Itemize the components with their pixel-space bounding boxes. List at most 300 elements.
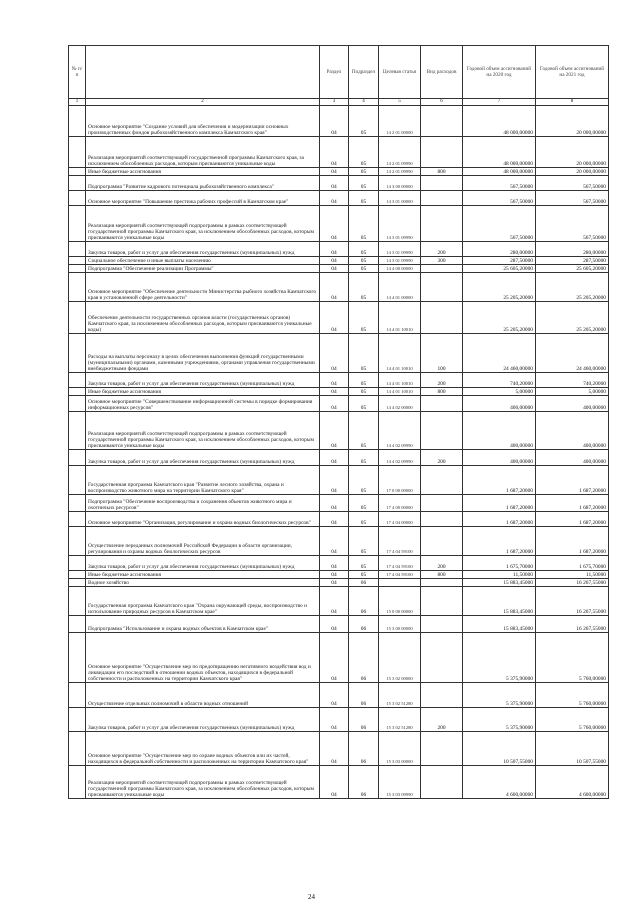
cell-csr: 17 4 04 59100 [379,571,421,579]
cell-csr: 15 3 00 00000 [379,616,421,633]
cell-name: Основное мероприятие "Обеспечение деятельности Министерства рыбного хозяйства Камчатского края в установленной сфере деятельности" [86,273,320,302]
cell-razdel: 04 [320,265,349,273]
cell-sum-2021: 567,50000 [536,176,609,191]
cell-no [69,495,86,512]
cell-no [69,168,86,176]
colnum: 5 [379,99,421,106]
cell-razdel: 04 [320,106,349,137]
cell-name: Закупка товаров, работ и услуг для обеспечения государственных (муниципальных) нужд [86,450,320,466]
cell-sum-2020: 25 605,20000 [463,265,536,273]
table-row [69,412,609,450]
cell-sum-2020: 400,00000 [463,396,536,412]
cell-sum-2020: 11,50000 [463,571,536,579]
cell-razdel: 04 [320,466,349,495]
cell-podrazdel: 05 [349,206,379,242]
cell-vr [421,587,463,616]
cell-no [69,106,86,137]
cell-name: Подпрограмма "Использование и охрана водных объектов в Камчатском крае" [86,616,320,633]
cell-sum-2021: 5 760,00000 [536,708,609,732]
colnum: 8 [536,99,609,106]
cell-csr: 17 4 04 00000 [379,512,421,527]
cell-name: Осуществление переданных полномочий Российской Федерации в области организации, регулирования и охраны водных биологических ресурсов [86,527,320,556]
table-row [69,396,609,412]
cell-no [69,450,86,466]
table-row [69,242,609,257]
cell-name: Основное мероприятие "Организация, регулирование и охрана водных биологических ресурсов" [86,512,320,527]
cell-sum-2021: 10 507,55000 [536,732,609,766]
cell-razdel: 04 [320,633,349,683]
cell-razdel: 04 [320,373,349,388]
cell-vr [421,527,463,556]
cell-vr: 200 [421,556,463,571]
cell-no [69,412,86,450]
cell-name: Основное мероприятие "Повышение престижа рабочих профессий в Камчатском крае" [86,191,320,206]
cell-csr: 14 3 01 09990 [379,242,421,257]
cell-vr [421,766,463,799]
cell-csr: 17 4 04 59100 [379,527,421,556]
cell-csr: 14 3 01 00000 [379,191,421,206]
cell-razdel: 04 [320,396,349,412]
cell-razdel: 04 [320,512,349,527]
cell-razdel: 04 [320,302,349,334]
table-row [69,616,609,633]
cell-sum-2020: 48 000,00000 [463,106,536,137]
cell-no [69,587,86,616]
cell-podrazdel: 05 [349,466,379,495]
cell-sum-2020: 567,50000 [463,206,536,242]
cell-podrazdel: 05 [349,273,379,302]
cell-sum-2020: 567,50000 [463,191,536,206]
cell-sum-2020: 5 375,90000 [463,633,536,683]
header-name [86,46,320,99]
table-row [69,106,609,137]
cell-name: Осуществление отдельных полномочий в области водных отношений [86,683,320,708]
header-sum-2021: Годовой объем ассигнований на 2021 год [536,46,609,99]
header-vr: Вид расходов [421,46,463,99]
cell-name: Обеспечение деятельности государственных органов власти (государственных органов) Камчатского края, за исключением обособленных расходов, которым присваиваются уникальные коды) [86,302,320,334]
cell-podrazdel: 05 [349,257,379,265]
table-row [69,373,609,388]
cell-csr: 15 3 03 09990 [379,766,421,799]
cell-sum-2021: 25 605,20000 [536,265,609,273]
cell-sum-2021: 567,50000 [536,191,609,206]
cell-name: Основное мероприятие "Создание условий для обеспечения и модернизации основных производственных фондов рыбохозяйственного комплекса Камчатского края" [86,106,320,137]
cell-sum-2020: 15 883,45000 [463,579,536,587]
colnum: 1 [69,99,86,106]
cell-podrazdel: 05 [349,334,379,373]
cell-vr: 200 [421,708,463,732]
cell-razdel: 04 [320,168,349,176]
table-row [69,571,609,579]
cell-csr: 15 3 03 00000 [379,732,421,766]
cell-sum-2020: 5 375,90000 [463,708,536,732]
cell-csr: 14 3 01 09990 [379,206,421,242]
cell-no [69,708,86,732]
cell-no [69,579,86,587]
header-no: № п/п [69,46,86,99]
table-row [69,708,609,732]
cell-podrazdel: 05 [349,450,379,466]
cell-vr [421,633,463,683]
cell-podrazdel: 05 [349,302,379,334]
cell-podrazdel: 05 [349,527,379,556]
cell-sum-2021: 5 760,00000 [536,683,609,708]
cell-vr [421,683,463,708]
cell-name: Подпрограмма "Обеспечение реализации Программы" [86,265,320,273]
cell-podrazdel: 05 [349,137,379,168]
cell-sum-2021: 20 000,00000 [536,137,609,168]
cell-no [69,191,86,206]
cell-podrazdel: 06 [349,683,379,708]
cell-podrazdel: 05 [349,495,379,512]
table-row [69,168,609,176]
cell-no [69,242,86,257]
cell-vr [421,495,463,512]
cell-no [69,512,86,527]
cell-no [69,766,86,799]
cell-sum-2021: 24 460,00000 [536,334,609,373]
cell-razdel: 04 [320,334,349,373]
table-header-row [69,46,609,99]
cell-csr: 14 2 01 00000 [379,106,421,137]
cell-vr: 200 [421,373,463,388]
cell-vr: 800 [421,571,463,579]
cell-csr: 14 4 02 09990 [379,412,421,450]
cell-sum-2021: 400,00000 [536,412,609,450]
cell-name: Социальное обеспечение и иные выплаты населению [86,257,320,265]
cell-razdel: 04 [320,176,349,191]
cell-sum-2021: 1 687,20000 [536,527,609,556]
cell-csr: 15 3 02 00000 [379,633,421,683]
cell-sum-2021: 400,00000 [536,396,609,412]
cell-vr [421,265,463,273]
cell-razdel: 04 [320,137,349,168]
cell-razdel: 04 [320,732,349,766]
colnum: 6 [421,99,463,106]
cell-csr: 14 4 01 10010 [379,388,421,396]
cell-podrazdel: 05 [349,242,379,257]
table-row [69,273,609,302]
cell-razdel: 04 [320,206,349,242]
table-row [69,334,609,373]
cell-podrazdel: 05 [349,176,379,191]
cell-csr: 14 4 01 10010 [379,334,421,373]
cell-name: Закупка товаров, работ и услуг для обеспечения государственных (муниципальных) нужд [86,373,320,388]
cell-vr [421,176,463,191]
cell-csr: 14 2 01 09990 [379,137,421,168]
cell-sum-2020: 48 000,00000 [463,137,536,168]
cell-sum-2020: 1 687,20000 [463,512,536,527]
cell-podrazdel: 06 [349,633,379,683]
cell-no [69,556,86,571]
cell-sum-2020: 1 687,20000 [463,466,536,495]
cell-podrazdel: 05 [349,556,379,571]
cell-name: Подпрограмма "Развитие кадрового потенциала рыбохозяйственного комплекса" [86,176,320,191]
cell-razdel: 04 [320,257,349,265]
cell-name: Реализация мероприятий соответствующей подпрограммы в рамках соответствующей государственной программы Камчатского края, за исключением обособленных расходов, которым присваиваются уникальные коды [86,206,320,242]
cell-podrazdel: 05 [349,571,379,579]
cell-razdel: 04 [320,766,349,799]
cell-podrazdel: 06 [349,708,379,732]
cell-sum-2021: 1 687,20000 [536,466,609,495]
cell-sum-2021: 25 205,20000 [536,302,609,334]
cell-vr [421,137,463,168]
cell-no [69,616,86,633]
cell-razdel: 04 [320,388,349,396]
cell-name: Реализация мероприятий соответствующей подпрограммы в рамках соответствующей государственной программы Камчатского края, за исключением обособленных расходов, которым присваиваются уникальные коды [86,766,320,799]
cell-name: Иные бюджетные ассигнования [86,388,320,396]
cell-vr: 800 [421,388,463,396]
cell-vr: 200 [421,242,463,257]
cell-sum-2020: 25 205,20000 [463,273,536,302]
cell-no [69,176,86,191]
cell-sum-2021: 280,00000 [536,242,609,257]
cell-name: Закупка товаров, работ и услуг для обеспечения государственных (муниципальных) нужд [86,242,320,257]
cell-podrazdel: 05 [349,106,379,137]
table-row [69,495,609,512]
cell-sum-2021: 16 267,55000 [536,616,609,633]
cell-razdel: 04 [320,587,349,616]
table-row [69,579,609,587]
table-row [69,732,609,766]
cell-sum-2021: 287,50000 [536,257,609,265]
table-row [69,206,609,242]
table-row [69,450,609,466]
cell-razdel: 04 [320,495,349,512]
cell-razdel: 04 [320,273,349,302]
table-body [69,106,609,799]
table-row [69,137,609,168]
cell-sum-2020: 5 375,90000 [463,683,536,708]
header-razdel: Раздел [320,46,349,99]
colnum: 7 [463,99,536,106]
cell-razdel: 04 [320,242,349,257]
cell-no [69,265,86,273]
cell-csr: 15 0 00 00000 [379,587,421,616]
cell-csr: 14 4 02 09990 [379,450,421,466]
table-row [69,766,609,799]
cell-podrazdel: 06 [349,616,379,633]
cell-sum-2020: 10 507,55000 [463,732,536,766]
cell-razdel: 04 [320,450,349,466]
cell-csr: 14 4 00 00000 [379,265,421,273]
cell-sum-2020: 15 883,45000 [463,616,536,633]
cell-csr: 15 3 02 51280 [379,683,421,708]
cell-csr: 14 4 02 00000 [379,396,421,412]
cell-sum-2021: 16 267,55000 [536,579,609,587]
cell-podrazdel: 06 [349,579,379,587]
cell-no [69,466,86,495]
cell-sum-2020: 567,50000 [463,176,536,191]
cell-no [69,373,86,388]
cell-no [69,683,86,708]
cell-vr [421,466,463,495]
header-sum-2020: Годовой объем ассигнований на 2020 год [463,46,536,99]
cell-sum-2020: 287,50000 [463,257,536,265]
cell-name: Расходы на выплаты персоналу в целях обеспечения выполнения функций государственными (муниципальными) органами, казенными учреждениями, органами управления государственными внебюджетными фондами [86,334,320,373]
cell-sum-2020: 5,00000 [463,388,536,396]
cell-name: Основное мероприятие "Осуществление мер по охране водных объектов или их частей, находящихся в федеральной собственности и расположенных на территории Камчатского края" [86,732,320,766]
table-row [69,587,609,616]
budget-table [68,45,609,799]
cell-sum-2020: 25 205,20000 [463,302,536,334]
cell-sum-2020: 740,20000 [463,373,536,388]
cell-csr [379,579,421,587]
cell-no [69,334,86,373]
table-row [69,265,609,273]
cell-podrazdel: 05 [349,412,379,450]
cell-vr: 300 [421,257,463,265]
cell-vr [421,579,463,587]
cell-sum-2020: 400,00000 [463,450,536,466]
table-row [69,302,609,334]
cell-sum-2021: 11,50000 [536,571,609,579]
cell-vr: 200 [421,450,463,466]
cell-name: Основное мероприятие "Осуществление мер по предотвращению негативного воздействия вод и ликвидации его последствий в отношении водных объектов, находящихся в федеральной собственности и расположенных на территории Камчатского края" [86,633,320,683]
cell-sum-2020: 48 000,00000 [463,168,536,176]
colnum: 4 [349,99,379,106]
cell-razdel: 04 [320,708,349,732]
cell-razdel: 04 [320,579,349,587]
cell-vr [421,732,463,766]
cell-no [69,633,86,683]
cell-name: Иные бюджетные ассигнования [86,168,320,176]
cell-name: Реализация мероприятий соответствующей подпрограммы в рамках соответствующей государственной программы Камчатского края, за исключением обособленных расходов, которым присваиваются уникальные коды [86,412,320,450]
cell-sum-2021: 25 205,20000 [536,273,609,302]
cell-name: Закупка товаров, работ и услуг для обеспечения государственных (муниципальных) нужд [86,708,320,732]
cell-sum-2021: 1 687,20000 [536,495,609,512]
cell-sum-2020: 280,00000 [463,242,536,257]
cell-podrazdel: 06 [349,732,379,766]
table-row [69,466,609,495]
cell-no [69,206,86,242]
cell-sum-2020: 1 687,20000 [463,527,536,556]
table-row [69,512,609,527]
cell-vr [421,273,463,302]
cell-podrazdel: 05 [349,265,379,273]
cell-razdel: 04 [320,191,349,206]
cell-sum-2021: 1 687,20000 [536,512,609,527]
cell-sum-2021: 740,20000 [536,373,609,388]
cell-csr: 17 4 04 59100 [379,556,421,571]
cell-razdel: 04 [320,556,349,571]
cell-razdel: 04 [320,683,349,708]
cell-vr [421,512,463,527]
cell-razdel: 04 [320,412,349,450]
cell-name: Государственная программа Камчатского края "Охрана окружающей среды, воспроизводство и использование природных ресурсов в Камчатском крае" [86,587,320,616]
table-row [69,257,609,265]
table-row [69,191,609,206]
cell-vr [421,106,463,137]
cell-sum-2021: 567,50000 [536,206,609,242]
cell-podrazdel: 05 [349,388,379,396]
header-csr: Целевая статья [379,46,421,99]
cell-sum-2021: 5 760,00000 [536,633,609,683]
table-row [69,388,609,396]
cell-no [69,273,86,302]
table-row [69,556,609,571]
cell-sum-2021: 20 000,00000 [536,106,609,137]
cell-csr: 15 3 02 51280 [379,708,421,732]
cell-csr: 14 4 01 10010 [379,302,421,334]
cell-csr: 14 2 01 09990 [379,168,421,176]
cell-vr: 100 [421,334,463,373]
cell-podrazdel: 06 [349,587,379,616]
cell-vr [421,396,463,412]
cell-csr: 14 4 01 00000 [379,273,421,302]
cell-podrazdel: 05 [349,168,379,176]
header-podrazdel: Подраздел [349,46,379,99]
cell-no [69,388,86,396]
cell-no [69,302,86,334]
cell-csr: 17 4 00 00000 [379,495,421,512]
cell-sum-2021: 1 675,70000 [536,556,609,571]
table-row [69,683,609,708]
cell-csr: 14 3 00 00000 [379,176,421,191]
cell-sum-2020: 1 687,20000 [463,495,536,512]
cell-razdel: 04 [320,527,349,556]
cell-vr [421,191,463,206]
cell-sum-2020: 4 600,00000 [463,766,536,799]
cell-no [69,732,86,766]
cell-sum-2021: 400,00000 [536,450,609,466]
cell-name: Водное хозяйство [86,579,320,587]
cell-no [69,257,86,265]
cell-name: Закупка товаров, работ и услуг для обеспечения государственных (муниципальных) нужд [86,556,320,571]
cell-vr [421,616,463,633]
cell-podrazdel: 05 [349,191,379,206]
cell-sum-2020: 400,00000 [463,412,536,450]
cell-vr [421,412,463,450]
cell-no [69,396,86,412]
colnum: 3 [320,99,349,106]
cell-csr: 17 0 00 00000 [379,466,421,495]
cell-razdel: 04 [320,571,349,579]
cell-no [69,137,86,168]
cell-name: Основное мероприятие "Совершенствование информационной системы в порядке формирования информационных ресурсов" [86,396,320,412]
cell-csr: 14 3 01 09990 [379,257,421,265]
cell-vr [421,206,463,242]
cell-name: Реализация мероприятий соответствующей государственной программы Камчатского края, за исключением обособленных расходов, которым присваиваются уникальные коды [86,137,320,168]
cell-sum-2021: 5,00000 [536,388,609,396]
cell-no [69,527,86,556]
cell-sum-2020: 15 883,45000 [463,587,536,616]
cell-podrazdel: 05 [349,512,379,527]
cell-sum-2021: 20 000,00000 [536,168,609,176]
page-number: 24 [308,893,315,901]
cell-razdel: 04 [320,616,349,633]
cell-podrazdel: 05 [349,373,379,388]
cell-sum-2021: 4 600,00000 [536,766,609,799]
cell-sum-2020: 24 460,00000 [463,334,536,373]
cell-name: Подпрограмма "Обеспечение воспроизводства и сохранения объектов животного мира и охотничьих ресурсов" [86,495,320,512]
cell-podrazdel: 05 [349,396,379,412]
table-row [69,527,609,556]
cell-csr: 14 4 01 10010 [379,373,421,388]
cell-vr: 800 [421,168,463,176]
cell-sum-2020: 1 675,70000 [463,556,536,571]
cell-vr [421,302,463,334]
cell-name: Государственная программа Камчатского края "Развитие лесного хозяйства, охрана и воспроизводство животного мира на территории Камчатского края" [86,466,320,495]
budget-table-sheet [68,45,608,799]
colnum: 2 [86,99,320,106]
table-row [69,176,609,191]
table-row [69,633,609,683]
cell-podrazdel: 06 [349,766,379,799]
column-number-row [69,99,609,106]
cell-no [69,571,86,579]
cell-sum-2021: 16 267,55000 [536,587,609,616]
